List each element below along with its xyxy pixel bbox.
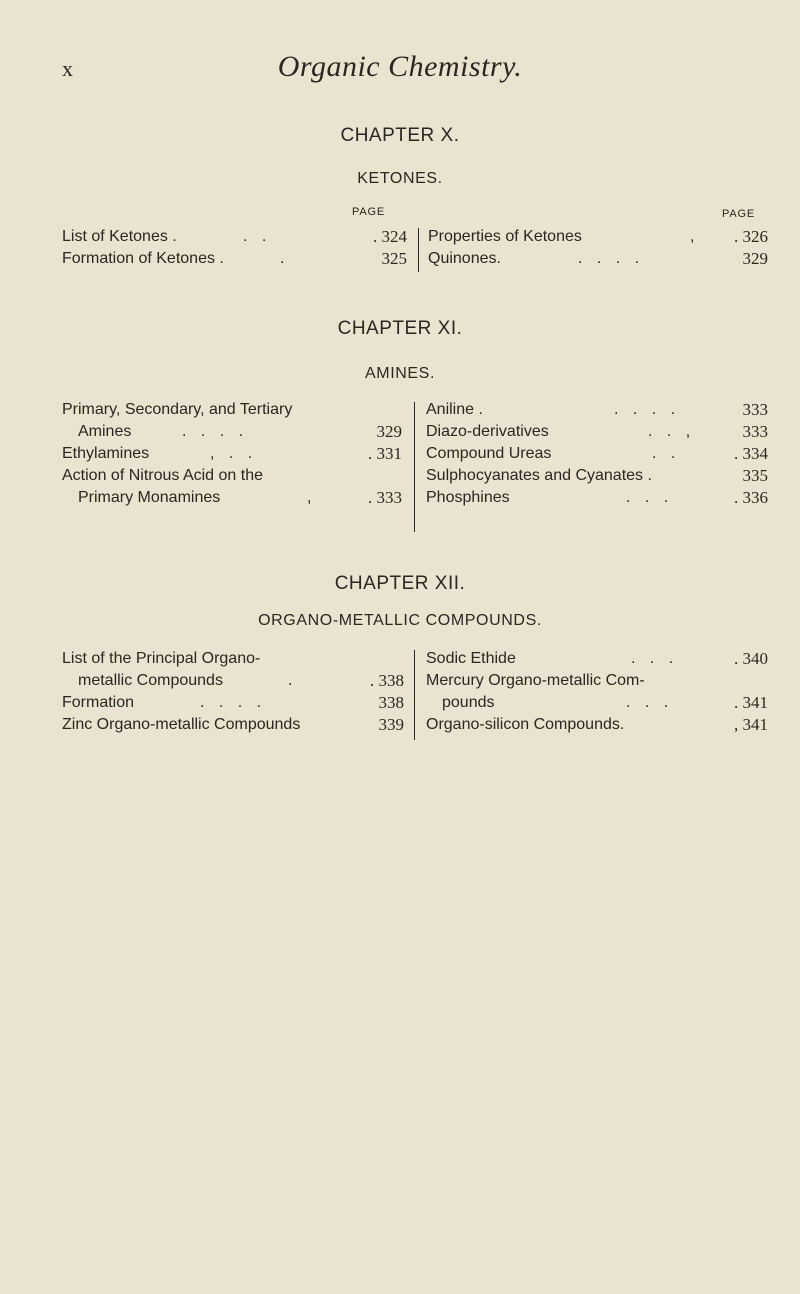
toc-entry-title: Ethylamines: [62, 445, 150, 462]
toc-entry-leader: . .: [243, 228, 272, 245]
chapter-x-title: CHAPTER X.: [340, 125, 460, 146]
toc-entry: [426, 692, 768, 714]
toc-entry-page: 325: [381, 249, 407, 268]
toc-entry: [428, 248, 768, 270]
toc-entry-page: . 326: [734, 227, 768, 246]
toc-entry: [426, 648, 768, 670]
toc-entry-title: Zinc Organo-metallic Compounds: [62, 716, 301, 733]
toc-entry: [428, 226, 768, 248]
toc-entry-leader: .: [280, 250, 290, 267]
column-divider: [414, 402, 415, 532]
toc-entry-title: Action of Nitrous Acid on the: [62, 467, 263, 484]
toc-entry-page: . 334: [734, 444, 768, 463]
toc-entry: [62, 421, 402, 443]
toc-entry-leader: . . . .: [578, 250, 645, 267]
toc-entry-title: Compound Ureas: [426, 445, 552, 462]
toc-entry: [62, 692, 404, 714]
toc-entry-leader: . . ,: [648, 423, 696, 440]
toc-entry-title: Diazo-derivatives: [426, 423, 549, 440]
toc-entry-page: . 333: [368, 488, 402, 507]
toc-entry: [62, 648, 404, 670]
toc-entry-page: , 341: [734, 715, 768, 734]
toc-entry-title: Sodic Ethide: [426, 650, 516, 667]
toc-entry: [426, 487, 768, 509]
toc-entry-page: . 324: [373, 227, 407, 246]
toc-entry: [426, 670, 768, 692]
toc-entry-page: 333: [742, 400, 768, 419]
toc-entry-leader: ,: [690, 228, 700, 245]
toc-entry-title: Phosphines: [426, 489, 510, 506]
toc-entry-leader: . . . .: [182, 423, 249, 440]
toc-entry-page: . 338: [370, 671, 404, 690]
toc-entry-title: Formation: [62, 694, 135, 711]
toc-entry: [62, 487, 402, 509]
toc-entry-title: metallic Compounds: [78, 672, 223, 689]
toc-entry-leader: . . .: [626, 489, 674, 506]
toc-entry: [62, 714, 404, 736]
toc-entry-leader: . . . .: [200, 694, 267, 711]
chapter-xii-left-column: [62, 648, 404, 736]
toc-entry-title: Primary, Secondary, and Tertiary: [62, 401, 293, 418]
running-title: Organic Chemistry.: [277, 50, 523, 83]
toc-entry-leader: .: [288, 672, 298, 689]
toc-entry-title: List of the Principal Organo-: [62, 650, 261, 667]
toc-entry: [426, 421, 768, 443]
chapter-x-left-column: [62, 226, 407, 270]
toc-entry-page: 329: [742, 249, 768, 268]
page-header: [0, 50, 800, 100]
toc-entry: [62, 443, 402, 465]
chapter-xii-right-column: [426, 648, 768, 736]
toc-entry-title: Aniline .: [426, 401, 483, 418]
toc-entry-page: . 331: [368, 444, 402, 463]
toc-entry: [426, 465, 768, 487]
column-divider: [418, 228, 419, 272]
toc-entry-leader: . . .: [631, 650, 679, 667]
page-column-label: PAGE: [722, 208, 755, 220]
toc-entry-leader: . . . .: [614, 401, 681, 418]
toc-entry: [426, 399, 768, 421]
toc-entry-leader: . .: [652, 445, 681, 462]
toc-entry-page: 329: [376, 422, 402, 441]
page-number: x: [62, 56, 73, 81]
toc-entry: [62, 399, 402, 421]
toc-entry-title: Primary Monamines: [78, 489, 221, 506]
toc-entry-title: Amines: [78, 423, 132, 440]
chapter-x-subtitle: KETONES.: [357, 170, 443, 187]
toc-entry: [426, 443, 768, 465]
toc-entry-page: 339: [378, 715, 404, 734]
toc-entry: [62, 670, 404, 692]
toc-entry-title: List of Ketones .: [62, 228, 177, 245]
toc-entry-title: Formation of Ketones .: [62, 250, 224, 267]
toc-entry-title: Properties of Ketones: [428, 228, 582, 245]
chapter-xi-title: CHAPTER XI.: [337, 318, 463, 339]
toc-entry-leader: , . .: [210, 445, 258, 462]
toc-entry-leader: . . .: [626, 694, 674, 711]
toc-entry-page: . 340: [734, 649, 768, 668]
toc-entry-page: 338: [378, 693, 404, 712]
chapter-xi-subtitle: AMINES.: [365, 365, 435, 382]
toc-entry-title: pounds: [442, 694, 495, 711]
toc-entry: [62, 248, 407, 270]
toc-entry-title: Sulphocyanates and Cyanates .: [426, 467, 652, 484]
chapter-xi-right-column: [426, 399, 768, 509]
toc-entry-title: Mercury Organo-metallic Com-: [426, 672, 645, 689]
chapter-xi-left-column: [62, 399, 402, 509]
toc-entry-page: 335: [742, 466, 768, 485]
toc-entry: [62, 465, 402, 487]
page-column-label: PAGE: [352, 206, 385, 218]
column-divider: [414, 650, 415, 740]
chapter-xii-title: CHAPTER XII.: [334, 573, 466, 594]
toc-entry: [426, 714, 768, 736]
toc-entry-title: Quinones.: [428, 250, 501, 267]
chapter-x-right-column: [428, 226, 768, 270]
toc-entry-page: 333: [742, 422, 768, 441]
toc-entry-page: . 341: [734, 693, 768, 712]
toc-entry-title: Organo-silicon Compounds.: [426, 716, 625, 733]
toc-entry-leader: ,: [307, 489, 317, 506]
chapter-xii-subtitle: ORGANO-METALLIC COMPOUNDS.: [258, 612, 542, 629]
toc-entry-page: . 336: [734, 488, 768, 507]
toc-entry: [62, 226, 407, 248]
